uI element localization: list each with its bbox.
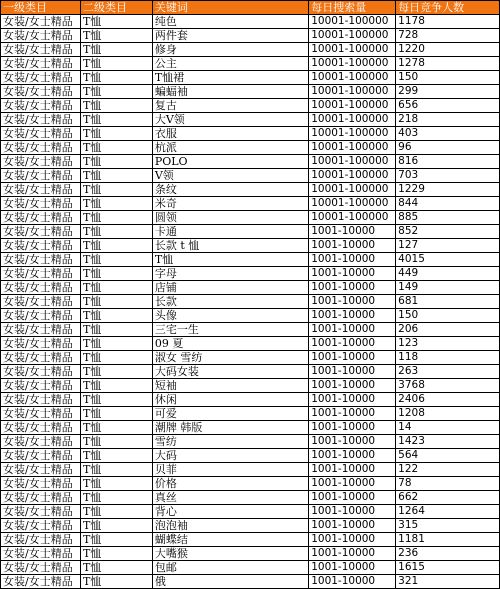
cell-search-volume[interactable]: 1001-10000 — [309, 225, 396, 239]
cell-search-volume[interactable]: 10001-100000 — [309, 113, 396, 127]
header-row — [1, 1, 500, 15]
table-row — [1, 337, 500, 351]
table-row — [1, 211, 500, 225]
cell-keyword[interactable]: 杭派 — [152, 141, 308, 155]
cell-competitors[interactable]: 14 — [396, 421, 500, 435]
cell-keyword[interactable]: 09 夏 — [152, 337, 308, 351]
cell-keyword[interactable]: 店铺 — [152, 281, 308, 295]
cell-keyword[interactable]: 长款 t 恤 — [152, 239, 308, 253]
cell-secondary-category[interactable]: T恤 — [80, 519, 152, 533]
cell-competitors[interactable]: 885 — [396, 211, 500, 225]
cell-search-volume[interactable]: 10001-100000 — [309, 29, 396, 43]
cell-primary-category[interactable]: 女装/女士精品 — [1, 337, 81, 351]
cell-search-volume[interactable]: 1001-10000 — [309, 463, 396, 477]
cell-competitors[interactable]: 1423 — [396, 435, 500, 449]
cell-primary-category[interactable]: 女装/女士精品 — [1, 141, 81, 155]
cell-competitors[interactable]: 662 — [396, 491, 500, 505]
cell-search-volume[interactable]: 1001-10000 — [309, 449, 396, 463]
cell-keyword[interactable]: 蝙蝠袖 — [152, 85, 308, 99]
cell-competitors[interactable]: 1615 — [396, 561, 500, 575]
table-row — [1, 57, 500, 71]
cell-primary-category[interactable]: 女装/女士精品 — [1, 393, 81, 407]
cell-primary-category[interactable]: 女装/女士精品 — [1, 323, 81, 337]
cell-search-volume[interactable]: 10001-100000 — [309, 197, 396, 211]
table-row — [1, 71, 500, 85]
cell-search-volume[interactable]: 10001-100000 — [309, 43, 396, 57]
cell-secondary-category[interactable]: T恤 — [80, 547, 152, 561]
cell-secondary-category[interactable]: T恤 — [80, 393, 152, 407]
cell-competitors[interactable]: 1178 — [396, 15, 500, 29]
cell-primary-category[interactable]: 女装/女士精品 — [1, 71, 81, 85]
cell-primary-category[interactable]: 女装/女士精品 — [1, 211, 81, 225]
cell-keyword[interactable]: 大码 — [152, 449, 308, 463]
table-body — [1, 15, 500, 589]
cell-primary-category[interactable]: 女装/女士精品 — [1, 29, 81, 43]
cell-keyword[interactable]: 长款 — [152, 295, 308, 309]
cell-keyword[interactable]: 两件套 — [152, 29, 308, 43]
table-row — [1, 393, 500, 407]
table-row — [1, 351, 500, 365]
cell-primary-category[interactable]: 女装/女士精品 — [1, 505, 81, 519]
cell-competitors[interactable]: 852 — [396, 225, 500, 239]
cell-search-volume[interactable]: 10001-100000 — [309, 211, 396, 225]
cell-search-volume[interactable]: 10001-100000 — [309, 127, 396, 141]
cell-primary-category[interactable]: 女装/女士精品 — [1, 365, 81, 379]
cell-primary-category[interactable]: 女装/女士精品 — [1, 183, 81, 197]
cell-keyword[interactable]: 大嘴猴 — [152, 547, 308, 561]
cell-competitors[interactable]: 1208 — [396, 407, 500, 421]
table-row — [1, 575, 500, 589]
table-row — [1, 15, 500, 29]
cell-competitors[interactable]: 150 — [396, 309, 500, 323]
cell-primary-category[interactable]: 女装/女士精品 — [1, 561, 81, 575]
cell-secondary-category[interactable]: T恤 — [80, 29, 152, 43]
cell-secondary-category[interactable]: T恤 — [80, 141, 152, 155]
table-row — [1, 505, 500, 519]
cell-search-volume[interactable]: 1001-10000 — [309, 337, 396, 351]
cell-competitors[interactable]: 321 — [396, 575, 500, 589]
cell-secondary-category[interactable]: T恤 — [80, 85, 152, 99]
cell-keyword[interactable]: 短袖 — [152, 379, 308, 393]
table-row — [1, 379, 500, 393]
cell-search-volume[interactable]: 1001-10000 — [309, 533, 396, 547]
cell-competitors[interactable]: 728 — [396, 29, 500, 43]
cell-search-volume[interactable]: 10001-100000 — [309, 57, 396, 71]
cell-keyword[interactable]: 价格 — [152, 477, 308, 491]
cell-keyword[interactable]: 修身 — [152, 43, 308, 57]
header-daily-search-volume[interactable]: 每日搜索量 — [309, 1, 396, 15]
table-row — [1, 491, 500, 505]
cell-secondary-category[interactable]: T恤 — [80, 435, 152, 449]
cell-competitors[interactable]: 263 — [396, 365, 500, 379]
cell-competitors[interactable]: 844 — [396, 197, 500, 211]
cell-keyword[interactable]: 雪纺 — [152, 435, 308, 449]
cell-secondary-category[interactable]: T恤 — [80, 379, 152, 393]
table-row — [1, 29, 500, 43]
cell-keyword[interactable]: T恤 — [152, 253, 308, 267]
table-row — [1, 309, 500, 323]
cell-competitors[interactable]: 1278 — [396, 57, 500, 71]
header-primary-category[interactable]: 一级类目 — [1, 1, 81, 15]
cell-keyword[interactable]: 潮牌 韩版 — [152, 421, 308, 435]
cell-keyword[interactable]: 头像 — [152, 309, 308, 323]
cell-primary-category[interactable]: 女装/女士精品 — [1, 421, 81, 435]
table-row — [1, 547, 500, 561]
cell-secondary-category[interactable]: T恤 — [80, 491, 152, 505]
cell-search-volume[interactable]: 1001-10000 — [309, 365, 396, 379]
cell-secondary-category[interactable]: T恤 — [80, 365, 152, 379]
cell-competitors[interactable]: 149 — [396, 281, 500, 295]
cell-keyword[interactable]: 休闲 — [152, 393, 308, 407]
cell-search-volume[interactable]: 10001-100000 — [309, 71, 396, 85]
cell-keyword[interactable]: 圆领 — [152, 211, 308, 225]
cell-search-volume[interactable]: 1001-10000 — [309, 351, 396, 365]
cell-keyword[interactable]: 条纹 — [152, 183, 308, 197]
cell-secondary-category[interactable]: T恤 — [80, 239, 152, 253]
cell-secondary-category[interactable]: T恤 — [80, 127, 152, 141]
table-row — [1, 407, 500, 421]
cell-secondary-category[interactable]: T恤 — [80, 43, 152, 57]
table-row — [1, 295, 500, 309]
cell-secondary-category[interactable]: T恤 — [80, 15, 152, 29]
cell-primary-category[interactable]: 女装/女士精品 — [1, 463, 81, 477]
cell-secondary-category[interactable]: T恤 — [80, 575, 152, 589]
cell-secondary-category[interactable]: T恤 — [80, 169, 152, 183]
table-row — [1, 225, 500, 239]
cell-search-volume[interactable]: 10001-100000 — [309, 183, 396, 197]
table-row — [1, 435, 500, 449]
cell-search-volume[interactable]: 1001-10000 — [309, 561, 396, 575]
cell-primary-category[interactable]: 女装/女士精品 — [1, 57, 81, 71]
cell-keyword[interactable]: 复古 — [152, 99, 308, 113]
cell-keyword[interactable]: 卡通 — [152, 225, 308, 239]
cell-keyword[interactable]: 背心 — [152, 505, 308, 519]
cell-competitors[interactable]: 1220 — [396, 43, 500, 57]
cell-primary-category[interactable]: 女装/女士精品 — [1, 127, 81, 141]
cell-search-volume[interactable]: 10001-100000 — [309, 155, 396, 169]
cell-competitors[interactable]: 299 — [396, 85, 500, 99]
table-row — [1, 43, 500, 57]
cell-search-volume[interactable]: 10001-100000 — [309, 169, 396, 183]
cell-primary-category[interactable]: 女装/女士精品 — [1, 547, 81, 561]
cell-secondary-category[interactable]: T恤 — [80, 295, 152, 309]
table-row — [1, 141, 500, 155]
cell-primary-category[interactable]: 女装/女士精品 — [1, 533, 81, 547]
cell-secondary-category[interactable]: T恤 — [80, 267, 152, 281]
table-row — [1, 169, 500, 183]
cell-keyword[interactable]: 淑女 雪纺 — [152, 351, 308, 365]
cell-keyword[interactable]: 大码女装 — [152, 365, 308, 379]
cell-competitors[interactable]: 127 — [396, 239, 500, 253]
table-row — [1, 127, 500, 141]
cell-competitors[interactable]: 236 — [396, 547, 500, 561]
table-row — [1, 477, 500, 491]
cell-search-volume[interactable]: 1001-10000 — [309, 491, 396, 505]
cell-search-volume[interactable]: 10001-100000 — [309, 141, 396, 155]
cell-keyword[interactable]: 包邮 — [152, 561, 308, 575]
cell-search-volume[interactable]: 1001-10000 — [309, 267, 396, 281]
table-row — [1, 197, 500, 211]
cell-secondary-category[interactable]: T恤 — [80, 421, 152, 435]
cell-secondary-category[interactable]: T恤 — [80, 337, 152, 351]
cell-keyword[interactable]: 三宅一生 — [152, 323, 308, 337]
cell-primary-category[interactable]: 女装/女士精品 — [1, 435, 81, 449]
cell-secondary-category[interactable]: T恤 — [80, 211, 152, 225]
table-row — [1, 253, 500, 267]
table-row — [1, 99, 500, 113]
table-row — [1, 281, 500, 295]
header-keyword[interactable]: 关键词 — [152, 1, 308, 15]
cell-keyword[interactable]: 蝴蝶结 — [152, 533, 308, 547]
cell-secondary-category[interactable]: T恤 — [80, 99, 152, 113]
cell-keyword[interactable]: POLO — [152, 155, 308, 169]
cell-search-volume[interactable]: 1001-10000 — [309, 323, 396, 337]
cell-keyword[interactable]: 泡泡袖 — [152, 519, 308, 533]
cell-secondary-category[interactable]: T恤 — [80, 197, 152, 211]
cell-primary-category[interactable]: 女装/女士精品 — [1, 407, 81, 421]
cell-search-volume[interactable]: 1001-10000 — [309, 407, 396, 421]
table-row — [1, 421, 500, 435]
cell-search-volume[interactable]: 1001-10000 — [309, 239, 396, 253]
cell-search-volume[interactable]: 1001-10000 — [309, 435, 396, 449]
cell-competitors[interactable]: 449 — [396, 267, 500, 281]
cell-competitors[interactable]: 78 — [396, 477, 500, 491]
cell-competitors[interactable]: 4015 — [396, 253, 500, 267]
cell-keyword[interactable]: 真丝 — [152, 491, 308, 505]
table-row — [1, 113, 500, 127]
table-row — [1, 519, 500, 533]
cell-secondary-category[interactable]: T恤 — [80, 281, 152, 295]
cell-competitors[interactable]: 118 — [396, 351, 500, 365]
cell-competitors[interactable]: 681 — [396, 295, 500, 309]
cell-primary-category[interactable]: 女装/女士精品 — [1, 239, 81, 253]
cell-primary-category[interactable]: 女装/女士精品 — [1, 15, 81, 29]
cell-secondary-category[interactable]: T恤 — [80, 155, 152, 169]
table-row — [1, 323, 500, 337]
cell-competitors[interactable]: 123 — [396, 337, 500, 351]
cell-primary-category[interactable]: 女装/女士精品 — [1, 575, 81, 589]
cell-primary-category[interactable]: 女装/女士精品 — [1, 281, 81, 295]
cell-primary-category[interactable]: 女装/女士精品 — [1, 491, 81, 505]
cell-primary-category[interactable]: 女装/女士精品 — [1, 477, 81, 491]
cell-competitors[interactable]: 1264 — [396, 505, 500, 519]
table-row — [1, 267, 500, 281]
cell-competitors[interactable]: 816 — [396, 155, 500, 169]
table-row — [1, 561, 500, 575]
cell-competitors[interactable]: 96 — [396, 141, 500, 155]
cell-competitors[interactable]: 206 — [396, 323, 500, 337]
cell-primary-category[interactable]: 女装/女士精品 — [1, 253, 81, 267]
cell-competitors[interactable]: 403 — [396, 127, 500, 141]
cell-secondary-category[interactable]: T恤 — [80, 253, 152, 267]
cell-secondary-category[interactable]: T恤 — [80, 113, 152, 127]
cell-competitors[interactable]: 564 — [396, 449, 500, 463]
cell-search-volume[interactable]: 1001-10000 — [309, 519, 396, 533]
header-secondary-category[interactable]: 二级类目 — [80, 1, 152, 15]
cell-secondary-category[interactable]: T恤 — [80, 561, 152, 575]
cell-search-volume[interactable]: 1001-10000 — [309, 253, 396, 267]
cell-search-volume[interactable]: 1001-10000 — [309, 393, 396, 407]
cell-primary-category[interactable]: 女装/女士精品 — [1, 225, 81, 239]
cell-secondary-category[interactable]: T恤 — [80, 449, 152, 463]
cell-secondary-category[interactable]: T恤 — [80, 477, 152, 491]
cell-secondary-category[interactable]: T恤 — [80, 351, 152, 365]
cell-keyword[interactable]: 米奇 — [152, 197, 308, 211]
cell-primary-category[interactable]: 女装/女士精品 — [1, 113, 81, 127]
cell-keyword[interactable]: 公主 — [152, 57, 308, 71]
cell-primary-category[interactable]: 女装/女士精品 — [1, 309, 81, 323]
cell-competitors[interactable]: 2406 — [396, 393, 500, 407]
cell-keyword[interactable]: 俄 — [152, 575, 308, 589]
cell-secondary-category[interactable]: T恤 — [80, 505, 152, 519]
cell-search-volume[interactable]: 1001-10000 — [309, 477, 396, 491]
table-row — [1, 85, 500, 99]
cell-search-volume[interactable]: 1001-10000 — [309, 505, 396, 519]
cell-competitors[interactable]: 3768 — [396, 379, 500, 393]
cell-competitors[interactable]: 703 — [396, 169, 500, 183]
cell-search-volume[interactable]: 1001-10000 — [309, 547, 396, 561]
header-daily-competitors[interactable]: 每日竞争人数 — [396, 1, 500, 15]
cell-search-volume[interactable]: 1001-10000 — [309, 309, 396, 323]
cell-competitors[interactable]: 1181 — [396, 533, 500, 547]
cell-primary-category[interactable]: 女装/女士精品 — [1, 267, 81, 281]
cell-secondary-category[interactable]: T恤 — [80, 533, 152, 547]
cell-keyword[interactable]: 纯色 — [152, 15, 308, 29]
cell-competitors[interactable]: 218 — [396, 113, 500, 127]
cell-secondary-category[interactable]: T恤 — [80, 309, 152, 323]
cell-keyword[interactable]: V领 — [152, 169, 308, 183]
cell-competitors[interactable]: 315 — [396, 519, 500, 533]
cell-primary-category[interactable]: 女装/女士精品 — [1, 155, 81, 169]
cell-search-volume[interactable]: 10001-100000 — [309, 99, 396, 113]
cell-search-volume[interactable]: 1001-10000 — [309, 295, 396, 309]
cell-primary-category[interactable]: 女装/女士精品 — [1, 295, 81, 309]
cell-keyword[interactable]: 大V领 — [152, 113, 308, 127]
cell-competitors[interactable]: 656 — [396, 99, 500, 113]
cell-search-volume[interactable]: 1001-10000 — [309, 281, 396, 295]
cell-primary-category[interactable]: 女装/女士精品 — [1, 43, 81, 57]
table-row — [1, 155, 500, 169]
cell-primary-category[interactable]: 女装/女士精品 — [1, 85, 81, 99]
cell-secondary-category[interactable]: T恤 — [80, 407, 152, 421]
table-row — [1, 533, 500, 547]
table-row — [1, 463, 500, 477]
cell-search-volume[interactable]: 1001-10000 — [309, 575, 396, 589]
cell-secondary-category[interactable]: T恤 — [80, 57, 152, 71]
cell-secondary-category[interactable]: T恤 — [80, 71, 152, 85]
cell-primary-category[interactable]: 女装/女士精品 — [1, 99, 81, 113]
cell-primary-category[interactable]: 女装/女士精品 — [1, 379, 81, 393]
cell-primary-category[interactable]: 女装/女士精品 — [1, 169, 81, 183]
cell-keyword[interactable]: 衣服 — [152, 127, 308, 141]
cell-secondary-category[interactable]: T恤 — [80, 225, 152, 239]
cell-secondary-category[interactable]: T恤 — [80, 463, 152, 477]
cell-secondary-category[interactable]: T恤 — [80, 183, 152, 197]
cell-search-volume[interactable]: 10001-100000 — [309, 15, 396, 29]
cell-search-volume[interactable]: 1001-10000 — [309, 421, 396, 435]
table-row — [1, 365, 500, 379]
cell-keyword[interactable]: 贝菲 — [152, 463, 308, 477]
cell-primary-category[interactable]: 女装/女士精品 — [1, 449, 81, 463]
cell-primary-category[interactable]: 女装/女士精品 — [1, 519, 81, 533]
cell-primary-category[interactable]: 女装/女士精品 — [1, 197, 81, 211]
cell-keyword[interactable]: 可爱 — [152, 407, 308, 421]
cell-search-volume[interactable]: 10001-100000 — [309, 85, 396, 99]
cell-keyword[interactable]: T恤裙 — [152, 71, 308, 85]
table-row — [1, 449, 500, 463]
cell-competitors[interactable]: 1229 — [396, 183, 500, 197]
cell-keyword[interactable]: 字母 — [152, 267, 308, 281]
table-row — [1, 239, 500, 253]
table-row — [1, 183, 500, 197]
cell-primary-category[interactable]: 女装/女士精品 — [1, 351, 81, 365]
cell-secondary-category[interactable]: T恤 — [80, 323, 152, 337]
cell-search-volume[interactable]: 1001-10000 — [309, 379, 396, 393]
cell-competitors[interactable]: 150 — [396, 71, 500, 85]
cell-competitors[interactable]: 122 — [396, 463, 500, 477]
